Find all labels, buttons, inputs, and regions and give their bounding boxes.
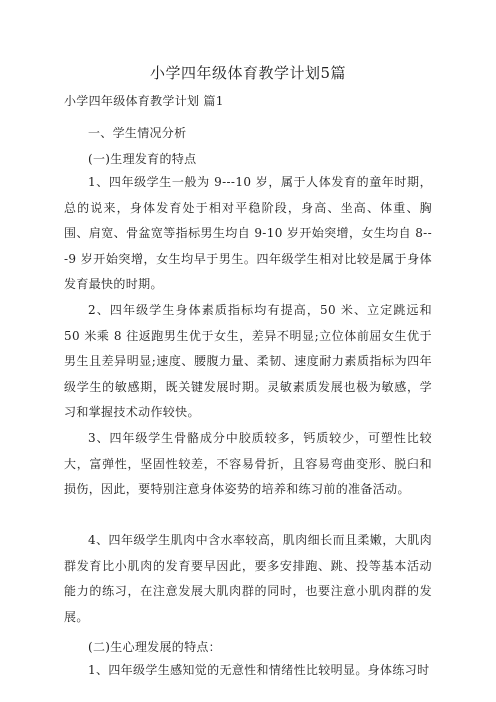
paragraph-1: 1、四年级学生一般为 9---10 岁，属于人体发育的童年时期，总的说来，身体发育处于相对平稳阶段，身高、坐高、体重、胸围、肩宽、骨盆宽等指标男生均自 9-10 岁开始突增，女生均自 8---9 岁开始突增，女生均早于男生。四年级学生相对比较是属于身体发育最快的时期。 <box>64 175 432 292</box>
section-heading-student-analysis: 一、学生情况分析 <box>88 126 187 140</box>
paragraph-2: 2、四年级学生身体素质指标均有提高，50 米、立定跳远和 50 米乘 8 往返跑男生优于女生，差异不明显;立位体前屈女生优于男生且差异明显;速度、腰腹力量、柔韧、速度耐力素质指标为四年级学生的敏感期，既关键发展时期。灵敏素质发展也极为敏感，学习和掌握技术动作较快。 <box>64 303 432 420</box>
paragraph-5: 1、四年级学生感知觉的无意性和情绪性比较明显。身体练习时 <box>88 663 430 677</box>
paragraph-4: 4、四年级学生肌肉中含水率较高，肌肉细长而且柔嫩，大肌肉群发育比小肌肉的发育要早因此，要多安排跑、跳、投等基本活动能力的练习，在注意发展大肌肉群的同时，也要注意小肌肉群的发展。 <box>64 533 432 624</box>
subsection-heading-psychology: (二)生心理发展的特点： <box>88 640 221 654</box>
subsection-heading-physiology: (一)生理发育的特点 <box>88 152 197 166</box>
document-subtitle: 小学四年级体育教学计划 篇1 <box>64 94 224 108</box>
document-title: 小学四年级体育教学计划5篇 <box>149 64 347 82</box>
paragraph-3: 3、四年级学生骨骼成分中胶质较多，钙质较少，可塑性比较大，富弹性，坚固性较差，不容易骨折，且容易弯曲变形、脱臼和损伤，因此，要特别注意身体姿势的培养和练习前的准备活动。 <box>64 431 432 497</box>
